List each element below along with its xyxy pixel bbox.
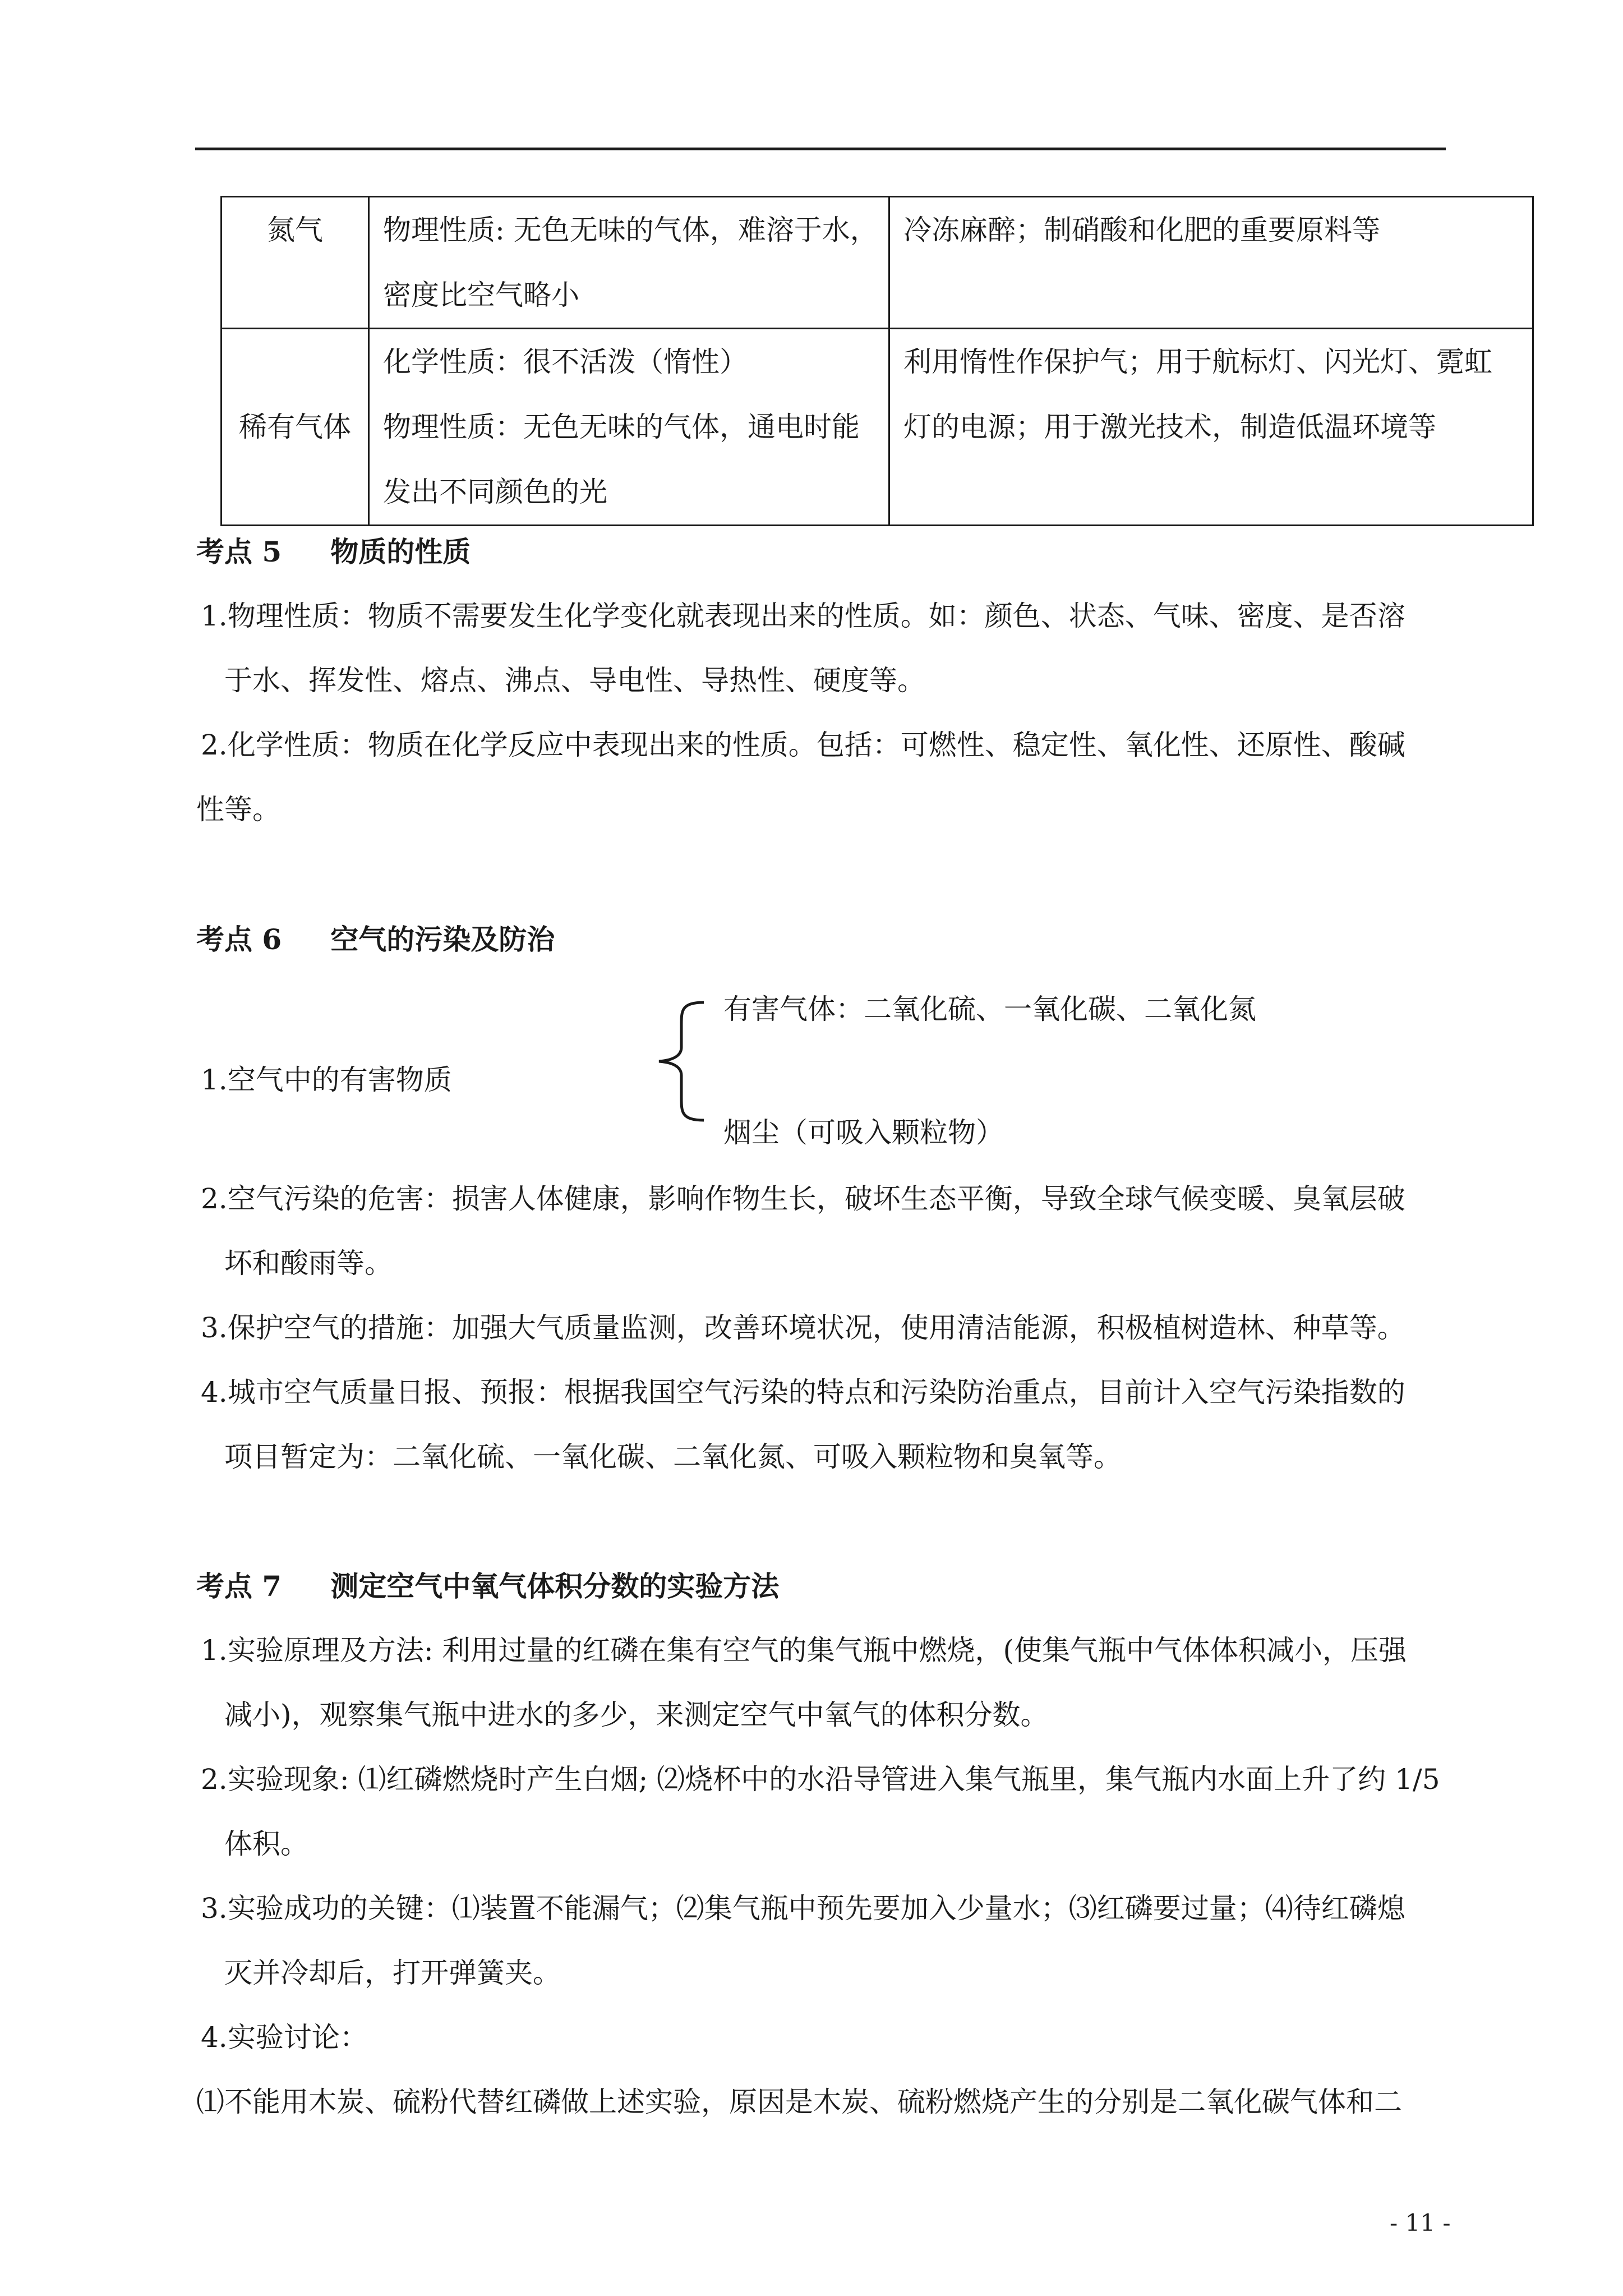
- section-heading: 考点 6 空气的污染及防治: [196, 923, 555, 956]
- paragraph-line: 3.保护空气的措施：加强大气质量监测，改善环境状况，使用清洁能源，积极植树造林、种草等。: [201, 1312, 1405, 1344]
- section-7: [196, 1554, 1458, 2134]
- cell-line: 冷冻麻醉；制硝酸和化肥的重要原料等: [903, 214, 1380, 246]
- section-5: [196, 519, 1458, 842]
- paragraph-line: 坏和酸雨等。: [224, 1247, 393, 1280]
- table-cell-name: 氮气: [222, 197, 369, 329]
- gas-properties-table: [220, 196, 1534, 526]
- cell-line: 物理性质：无色无味的气体，通电时能: [383, 411, 860, 443]
- paragraph-line: 1.实验原理及方法: 利用过量的红磷在集有空气的集气瓶中燃烧，(使集气瓶中气体体积减小，压强: [201, 1634, 1407, 1667]
- section-heading: 考点 5 物质的性质: [196, 535, 471, 568]
- paragraph-line: 项目暂定为：二氧化硫、一氧化碳、二氧化氮、可吸入颗粒物和臭氧等。: [224, 1441, 1122, 1473]
- paragraph-line: 减小)，观察集气瓶中进水的多少，来测定空气中氧气的体积分数。: [224, 1699, 1049, 1731]
- table-cell-name: 稀有气体: [222, 329, 369, 526]
- harmful-substances-brace: [196, 977, 1256, 1190]
- table-cell-uses: [889, 197, 1533, 329]
- brace-item-top: 有害气体：二氧化硫、一氧化碳、二氧化氮: [723, 993, 1256, 1025]
- table-cell-properties: [369, 329, 889, 526]
- section-heading: 考点 7 测定空气中氧气体积分数的实验方法: [196, 1570, 780, 1603]
- paragraph-line: 2.空气污染的危害：损害人体健康，影响作物生长，破坏生态平衡，导致全球气候变暖、臭氧层破: [201, 1182, 1405, 1215]
- paragraph-line: 2.实验现象: ⑴红磷燃烧时产生白烟; ⑵烧杯中的水沿导管进入集气瓶里，集气瓶内水面上升了约 1/5: [201, 1763, 1440, 1796]
- paragraph-line: 体积。: [224, 1828, 308, 1860]
- cell-line: 密度比空气略小: [383, 279, 579, 311]
- cell-line: 发出不同颜色的光: [383, 476, 607, 508]
- header-rule: [195, 148, 1446, 150]
- paragraph-line: 2.化学性质：物质在化学反应中表现出来的性质。包括：可燃性、稳定性、氧化性、还原性、酸碱: [201, 729, 1405, 761]
- table-row: [222, 329, 1533, 526]
- brace-item-bottom: 烟尘（可吸入颗粒物）: [723, 1116, 1004, 1149]
- section-6-heading-block: [196, 907, 1458, 972]
- paragraph-line: 4.实验讨论：: [201, 2021, 368, 2054]
- cell-line: 化学性质：很不活泼（惰性）: [383, 346, 748, 378]
- paragraph-line: 性等。: [196, 793, 280, 826]
- curly-brace-icon: [656, 1000, 707, 1123]
- section-6-items: [196, 1167, 1458, 1489]
- table-cell-uses: [889, 329, 1533, 526]
- paragraph-line: ⑴不能用木炭、硫粉代替红磷做上述实验，原因是木炭、硫粉燃烧产生的分别是二氧化碳气体和二: [196, 2086, 1402, 2118]
- brace-label: 1.空气中的有害物质: [201, 1064, 452, 1096]
- paragraph-line: 于水、挥发性、熔点、沸点、导电性、导热性、硬度等。: [224, 664, 925, 697]
- cell-line: 物理性质: 无色无味的气体，难溶于水，: [383, 214, 878, 246]
- cell-line: 利用惰性作保护气；用于航标灯、闪光灯、霓虹: [903, 346, 1492, 378]
- cell-line: 灯的电源；用于激光技术，制造低温环境等: [903, 411, 1436, 443]
- paragraph-line: 灭并冷却后，打开弹簧夹。: [224, 1957, 561, 1989]
- table-row: [222, 197, 1533, 329]
- paragraph-line: 3.实验成功的关键：⑴装置不能漏气；⑵集气瓶中预先要加入少量水；⑶红磷要过量；⑷待红磷熄: [201, 1892, 1405, 1925]
- page-number: - 11 -: [1390, 2209, 1451, 2237]
- paragraph-line: 1.物理性质：物质不需要发生化学变化就表现出来的性质。如：颜色、状态、气味、密度、是否溶: [201, 600, 1405, 632]
- paragraph-line: 4.城市空气质量日报、预报：根据我国空气污染的特点和污染防治重点，目前计入空气污染指数的: [201, 1376, 1405, 1409]
- table-cell-properties: [369, 197, 889, 329]
